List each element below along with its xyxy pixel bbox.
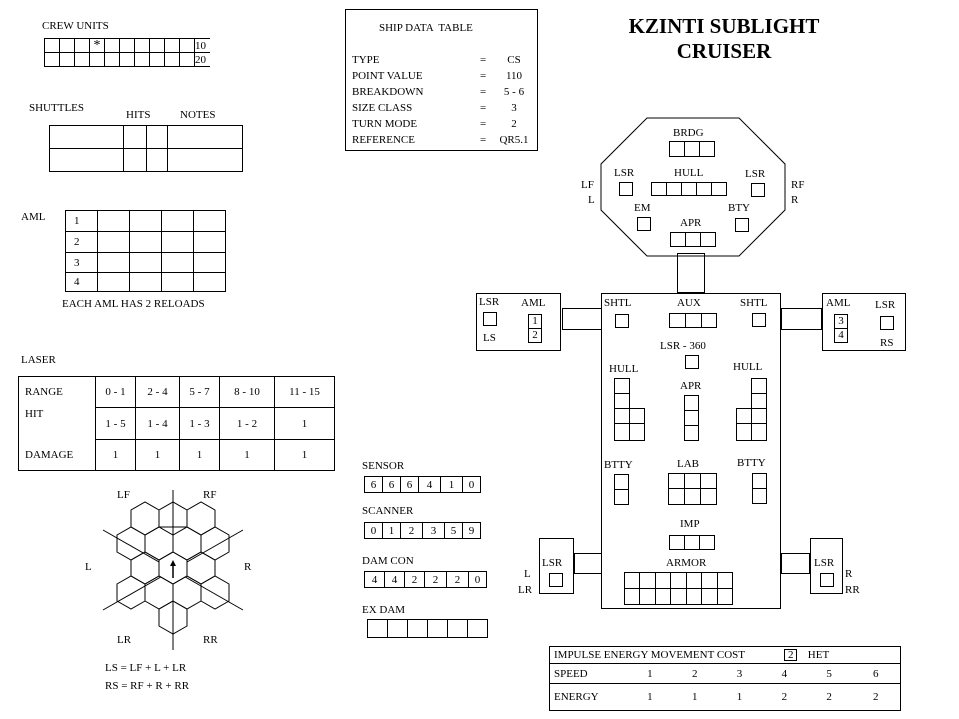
- energy-value: 2: [807, 684, 852, 711]
- ship-title-line1: KZINTI SUBLIGHT: [628, 14, 820, 38]
- shtl-left-label: SHTL: [604, 297, 632, 309]
- scanner-box[interactable]: 2: [401, 523, 423, 539]
- shuttle-hit[interactable]: [147, 149, 168, 172]
- ship-data-key: BREAKDOWN: [352, 86, 424, 98]
- ship-data-eq: =: [480, 118, 487, 130]
- hull-left-label: HULL: [609, 363, 639, 375]
- arc-label-rr: RR: [203, 634, 218, 646]
- crew-box[interactable]: [150, 39, 165, 53]
- ship-data-title: SHIP DATA TABLE: [379, 22, 473, 34]
- laser-cell: 1 - 3: [180, 408, 220, 440]
- crew-box[interactable]: [180, 39, 195, 53]
- scanner-box[interactable]: 0: [365, 523, 383, 539]
- aml-box[interactable]: [162, 211, 194, 232]
- right-aft-pylon: [781, 553, 810, 574]
- ship-data-key: POINT VALUE: [352, 70, 423, 82]
- rf-label: RF: [791, 179, 805, 191]
- crew-box[interactable]: [150, 53, 165, 67]
- damcon-label: DAM CON: [362, 555, 414, 567]
- crew-box[interactable]: [165, 39, 180, 53]
- impulse-header: [550, 647, 901, 664]
- energy-value: 2: [852, 684, 901, 711]
- impulse-box[interactable]: [684, 535, 700, 550]
- laser-cell: 1: [96, 440, 136, 471]
- aml-mount[interactable]: 1: [528, 314, 542, 329]
- aml-mount[interactable]: 4: [834, 328, 848, 343]
- aml-box[interactable]: [194, 232, 226, 253]
- shuttle-hit[interactable]: [124, 149, 147, 172]
- armor-label: ARMOR: [666, 557, 707, 569]
- energy-value: 1: [628, 684, 673, 711]
- shuttle-box[interactable]: [50, 126, 124, 149]
- exdam-label: EX DAM: [362, 604, 406, 616]
- lsr-right-front-label: LSR: [745, 168, 766, 180]
- armor-grid-lines: [624, 572, 733, 605]
- hull-box[interactable]: [751, 408, 767, 424]
- scanner-box[interactable]: 5: [445, 523, 463, 539]
- crew-box[interactable]: [135, 39, 150, 53]
- right-pylon: [781, 308, 822, 330]
- ship-title-line2: CRUISER: [676, 39, 772, 64]
- laser-box[interactable]: [483, 312, 497, 326]
- impulse-box[interactable]: [699, 535, 715, 550]
- r-label: R: [791, 194, 799, 206]
- ship-data-key: REFERENCE: [352, 134, 415, 146]
- exdam-box[interactable]: [428, 620, 448, 638]
- energy-value: 1: [717, 684, 762, 711]
- energy-value: 1: [672, 684, 717, 711]
- apr-box[interactable]: [685, 232, 701, 247]
- aml-grid: [65, 210, 226, 292]
- crew-box[interactable]: [120, 53, 135, 67]
- laser-row-label: HIT: [19, 408, 96, 440]
- apr-box[interactable]: [684, 410, 699, 426]
- aml-row-number: 1: [66, 211, 98, 232]
- hull-box[interactable]: [629, 423, 645, 441]
- damcon-box[interactable]: 0: [469, 572, 487, 588]
- crew-box[interactable]: [105, 39, 120, 53]
- ship-data-eq: =: [480, 86, 487, 98]
- shuttle-bay-box[interactable]: [615, 314, 629, 328]
- lab-box[interactable]: [684, 488, 701, 505]
- arc-label-rf: RF: [203, 489, 217, 501]
- hull-box[interactable]: [614, 378, 630, 394]
- arc-label-lf: LF: [117, 489, 130, 501]
- battery-box[interactable]: [735, 218, 749, 232]
- crew-box[interactable]: [75, 39, 90, 53]
- aml-box[interactable]: [130, 211, 162, 232]
- firing-arc-diagram: [95, 490, 251, 650]
- shtl-right-label: SHTL: [740, 297, 768, 309]
- laser-row-label: DAMAGE: [19, 440, 96, 471]
- crew-row1-end: 10: [195, 39, 210, 53]
- btty-right-label: BTTY: [737, 457, 766, 469]
- apr-box[interactable]: [670, 232, 686, 247]
- crew-box[interactable]: [135, 53, 150, 67]
- aux-box[interactable]: [685, 313, 702, 328]
- ship-data-value: QR5.1: [499, 134, 529, 146]
- laser-box[interactable]: [751, 183, 765, 197]
- scanner-box[interactable]: 1: [383, 523, 401, 539]
- crew-box[interactable]: [45, 53, 60, 67]
- damcon-box[interactable]: 4: [365, 572, 385, 588]
- l-aft-label: L: [524, 568, 531, 580]
- laser-row-label: RANGE: [19, 377, 96, 408]
- lr-label: LR: [518, 584, 533, 596]
- hull-box[interactable]: [751, 423, 767, 441]
- impulse-energy-table: [549, 646, 901, 711]
- ship-data-value: CS: [507, 54, 521, 66]
- ship-data-value: 110: [505, 70, 523, 82]
- lsr-lr-label: LSR: [542, 557, 563, 569]
- scanner-label: SCANNER: [362, 505, 414, 517]
- shuttle-notes[interactable]: [168, 149, 243, 172]
- laser-cell: 0 - 1: [96, 377, 136, 408]
- aux-label: AUX: [677, 297, 701, 309]
- crew-box[interactable]: [105, 53, 120, 67]
- laser-box[interactable]: [820, 573, 834, 587]
- aml-box[interactable]: [162, 273, 194, 292]
- scanner-box[interactable]: 9: [463, 523, 481, 539]
- hull-box[interactable]: [751, 378, 767, 394]
- aml-box[interactable]: [194, 211, 226, 232]
- aml-box[interactable]: [130, 253, 162, 273]
- laser-cell: 1 - 2: [220, 408, 275, 440]
- shuttles-notes-label: NOTES: [180, 109, 216, 121]
- apr-aft-label: APR: [680, 380, 702, 392]
- lsr-rs-label: LSR: [875, 299, 896, 311]
- bridge-box[interactable]: [684, 141, 700, 157]
- ship-data-eq: =: [480, 134, 487, 146]
- ship-data-eq: =: [480, 102, 487, 114]
- btty-left-label: BTTY: [604, 459, 633, 471]
- aml-box[interactable]: [98, 211, 130, 232]
- battery-box[interactable]: [752, 488, 767, 504]
- shuttle-hit[interactable]: [147, 126, 168, 149]
- damcon-box[interactable]: 2: [425, 572, 447, 588]
- het-value-box[interactable]: 2: [784, 649, 797, 661]
- speed-value: 1: [628, 664, 673, 684]
- aml-mount[interactable]: 2: [528, 328, 542, 343]
- damcon-box[interactable]: 2: [447, 572, 469, 588]
- scanner-track: [364, 522, 481, 539]
- em-label: EM: [634, 202, 651, 214]
- ship-data-value: 5 - 6: [503, 86, 525, 98]
- het-label: HET: [807, 649, 830, 661]
- sensor-box[interactable]: 6: [383, 477, 401, 493]
- hull-box[interactable]: [614, 408, 630, 424]
- exdam-box[interactable]: [368, 620, 388, 638]
- ls-label: LS: [483, 332, 496, 344]
- laser-cell: 1 - 5: [96, 408, 136, 440]
- lab-box[interactable]: [700, 488, 717, 505]
- left-pylon: [562, 308, 602, 330]
- ship-title: [604, 14, 844, 64]
- ls-formula: LS = LF + L + LR: [105, 662, 187, 674]
- lsr-left-front-label: LSR: [614, 167, 635, 179]
- shuttle-notes[interactable]: [168, 126, 243, 149]
- aml-box[interactable]: [162, 253, 194, 273]
- sensor-track: [364, 476, 481, 493]
- laser-cell: 8 - 10: [220, 377, 275, 408]
- laser-cell: 1 - 4: [136, 408, 180, 440]
- energy-label: ENERGY: [550, 684, 628, 711]
- lab-box[interactable]: [668, 488, 685, 505]
- ship-data-key: SIZE CLASS: [352, 102, 413, 114]
- hull-box[interactable]: [629, 408, 645, 424]
- battery-box[interactable]: [614, 474, 629, 490]
- aml-box[interactable]: [98, 253, 130, 273]
- apr-box[interactable]: [700, 232, 716, 247]
- laser-box[interactable]: [880, 316, 894, 330]
- exdam-track: [367, 619, 488, 638]
- aux-box[interactable]: [701, 313, 717, 328]
- laser-table: [18, 376, 335, 471]
- ship-data-value: 3: [511, 102, 517, 114]
- battery-box[interactable]: [752, 473, 767, 489]
- shuttles-label: SHUTTLES: [29, 102, 84, 114]
- exdam-box[interactable]: [388, 620, 408, 638]
- sensor-box[interactable]: 6: [365, 477, 383, 493]
- aml-box[interactable]: [194, 253, 226, 273]
- laser-box[interactable]: [549, 573, 563, 587]
- aml-box[interactable]: [98, 273, 130, 292]
- hull-box[interactable]: [736, 408, 752, 424]
- impulse-label: IMPULSE ENERGY MOVEMENT COST: [554, 649, 745, 661]
- laser-cell: 11 - 15: [275, 377, 335, 408]
- exdam-box[interactable]: [468, 620, 488, 638]
- em-box[interactable]: [637, 217, 651, 231]
- lsr-ls-label: LSR: [479, 296, 500, 308]
- ship-data-rows: [350, 52, 534, 148]
- laser-cell: 5 - 7: [180, 377, 220, 408]
- scanner-box[interactable]: 3: [423, 523, 445, 539]
- hull-box[interactable]: [696, 182, 712, 196]
- laser-label: LASER: [21, 354, 56, 366]
- crew-row2-end: 20: [195, 53, 210, 67]
- battery-box[interactable]: [614, 489, 629, 505]
- damcon-box[interactable]: 2: [405, 572, 425, 588]
- rs-formula: RS = RF + R + RR: [105, 680, 190, 692]
- laser-box[interactable]: [619, 182, 633, 196]
- laser-cell: 1: [136, 440, 180, 471]
- laser-cell: 1: [220, 440, 275, 471]
- lab-box[interactable]: [700, 473, 717, 489]
- brdg-label: BRDG: [673, 127, 704, 139]
- bridge-box[interactable]: [699, 141, 715, 157]
- lf-label: LF: [581, 179, 594, 191]
- shuttle-hit[interactable]: [124, 126, 147, 149]
- ship-data-eq: =: [480, 54, 487, 66]
- left-aft-pylon: [574, 553, 602, 574]
- ship-data-value: 2: [511, 118, 517, 130]
- laser-cell: 1: [275, 440, 335, 471]
- hull-box[interactable]: [666, 182, 682, 196]
- aml-box[interactable]: [130, 273, 162, 292]
- hull-box[interactable]: [614, 423, 630, 441]
- hull-box[interactable]: [736, 423, 752, 441]
- hull-box[interactable]: [614, 393, 630, 409]
- laser-cell: 2 - 4: [136, 377, 180, 408]
- speed-value: 6: [852, 664, 901, 684]
- apr-box[interactable]: [684, 425, 699, 441]
- aml-box[interactable]: [98, 232, 130, 253]
- aml-row-number: 3: [66, 253, 98, 273]
- aml-right-label: AML: [826, 297, 851, 309]
- aml-row-number: 2: [66, 232, 98, 253]
- crew-marker[interactable]: *: [90, 39, 105, 53]
- laser-cell: 1: [275, 408, 335, 440]
- crew-box[interactable]: [180, 53, 195, 67]
- speed-value: 3: [717, 664, 762, 684]
- crew-box[interactable]: [60, 53, 75, 67]
- crew-units-label: CREW UNITS: [42, 20, 109, 32]
- aml-mount[interactable]: 3: [834, 314, 848, 329]
- sensor-box[interactable]: 1: [441, 477, 463, 493]
- aml-row-number: 4: [66, 273, 98, 292]
- lab-box[interactable]: [668, 473, 685, 489]
- shuttle-box[interactable]: [50, 149, 124, 172]
- speed-value: 4: [762, 664, 807, 684]
- exdam-box[interactable]: [448, 620, 468, 638]
- rs-label: RS: [880, 337, 894, 349]
- r-aft-label: R: [845, 568, 853, 580]
- lsr-rr-label: LSR: [814, 557, 835, 569]
- rr-label: RR: [845, 584, 860, 596]
- hull-box[interactable]: [681, 182, 697, 196]
- ship-data-eq: =: [480, 70, 487, 82]
- crew-box[interactable]: [75, 53, 90, 67]
- arc-label-r: R: [244, 561, 252, 573]
- hull-right-label: HULL: [733, 361, 763, 373]
- crew-box[interactable]: [90, 53, 105, 67]
- apr-front-label: APR: [680, 217, 702, 229]
- laser-360-box[interactable]: [685, 355, 699, 369]
- aml-reload-note: EACH AML HAS 2 RELOADS: [62, 298, 205, 310]
- aml-box[interactable]: [130, 232, 162, 253]
- crew-box[interactable]: [120, 39, 135, 53]
- energy-value: 2: [762, 684, 807, 711]
- aml-left-label: AML: [521, 297, 546, 309]
- aml-box[interactable]: [194, 273, 226, 292]
- shuttles-grid: [49, 125, 243, 172]
- sensor-label: SENSOR: [362, 460, 405, 472]
- impulse-box[interactable]: [669, 535, 685, 550]
- hull-box[interactable]: [751, 393, 767, 409]
- speed-value: 2: [672, 664, 717, 684]
- crew-box[interactable]: [165, 53, 180, 67]
- ship-data-key: TURN MODE: [352, 118, 418, 130]
- l-label: L: [588, 194, 595, 206]
- apr-box[interactable]: [684, 395, 699, 411]
- sensor-box[interactable]: 4: [419, 477, 441, 493]
- lsr-360-label: LSR - 360: [660, 340, 706, 352]
- lab-label: LAB: [677, 458, 699, 470]
- ship-data-key: TYPE: [352, 54, 380, 66]
- bty-label: BTY: [728, 202, 750, 214]
- ship-neck: [677, 253, 705, 293]
- hull-box[interactable]: [651, 182, 667, 196]
- aux-box[interactable]: [669, 313, 686, 328]
- exdam-box[interactable]: [408, 620, 428, 638]
- sensor-box[interactable]: 6: [401, 477, 419, 493]
- bridge-box[interactable]: [669, 141, 685, 157]
- imp-label: IMP: [680, 518, 700, 530]
- speed-value: 5: [807, 664, 852, 684]
- ship-data-table: [345, 9, 538, 151]
- sensor-box[interactable]: 0: [463, 477, 481, 493]
- damcon-box[interactable]: 4: [385, 572, 405, 588]
- lab-box[interactable]: [684, 473, 701, 489]
- damcon-track: [364, 571, 487, 588]
- laser-cell: 1: [180, 440, 220, 471]
- speed-label: SPEED: [550, 664, 628, 684]
- aml-box[interactable]: [162, 232, 194, 253]
- crew-box[interactable]: [45, 39, 60, 53]
- crew-units-grid: [44, 38, 210, 67]
- shuttles-hits-label: HITS: [126, 109, 151, 121]
- aml-label: AML: [21, 211, 46, 223]
- crew-box[interactable]: [60, 39, 75, 53]
- arc-label-l: L: [85, 561, 92, 573]
- hull-box[interactable]: [711, 182, 727, 196]
- arc-label-lr: LR: [117, 634, 132, 646]
- hull-front-label: HULL: [674, 167, 704, 179]
- shuttle-bay-box[interactable]: [752, 313, 766, 327]
